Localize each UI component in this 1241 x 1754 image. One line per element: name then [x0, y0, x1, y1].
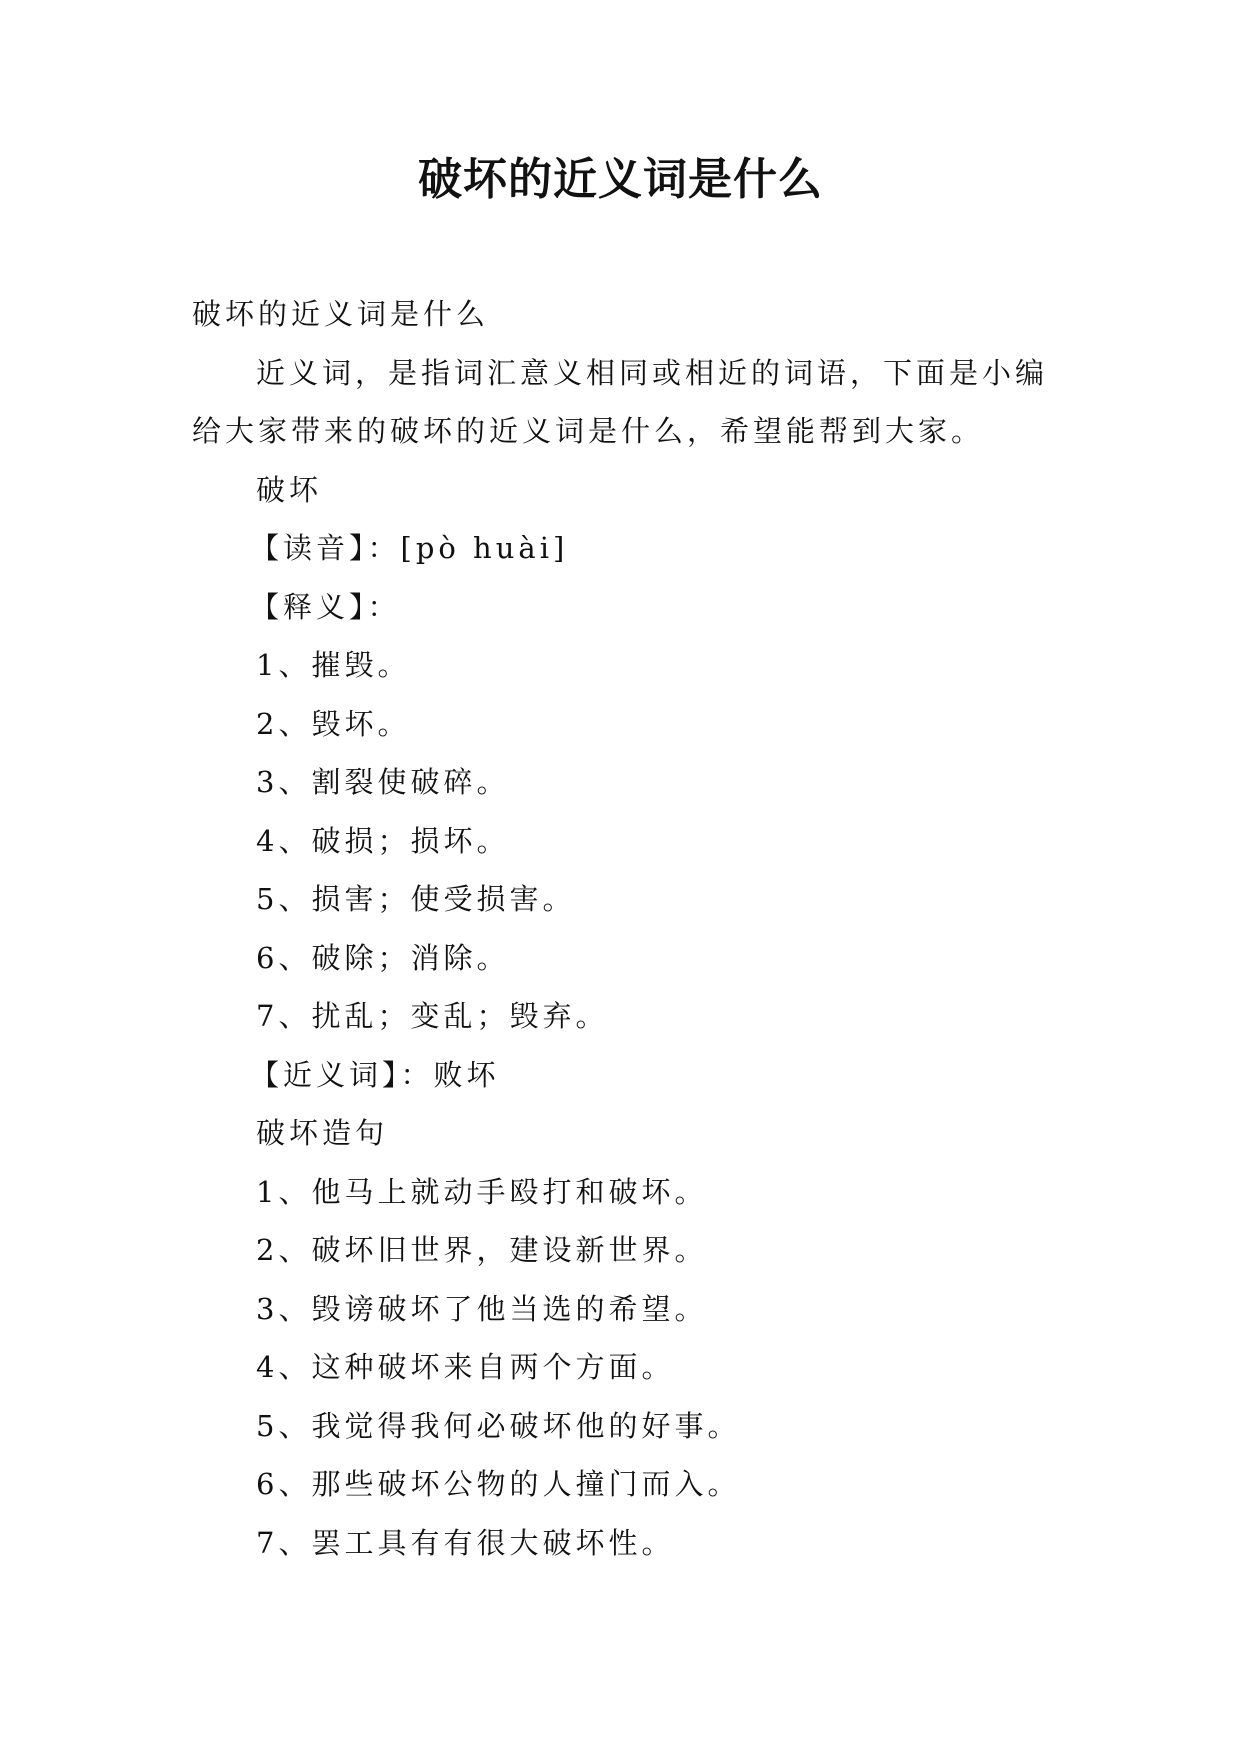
sentence-item: 2、破坏旧世界，建设新世界。: [256, 1233, 708, 1267]
sentence-item: 3、毁谤破坏了他当选的希望。: [256, 1291, 708, 1326]
definition-item: 1、摧毁。: [256, 648, 411, 682]
definition-heading: 【释义】：: [250, 589, 401, 624]
sentence-item: 5、我觉得我何必破坏他的好事。: [256, 1408, 741, 1443]
sentence-item: 6、那些破坏公物的人撞门而入。: [256, 1467, 741, 1501]
definition-item: 6、破除；消除。: [256, 940, 510, 975]
pronunciation: 【读音】：[pò huài]: [250, 531, 569, 565]
definition-item: 2、毁坏。: [256, 706, 411, 741]
definition-item: 7、扰乱；变乱；毁弃。: [256, 999, 609, 1033]
synonym-line: 【近义词】：败坏: [250, 1057, 500, 1092]
definition-item: 5、损害；使受损害。: [256, 882, 576, 916]
sentence-item: 4、这种破坏来自两个方面。: [256, 1350, 675, 1384]
sentence-item: 1、他马上就动手殴打和破坏。: [256, 1174, 708, 1209]
document-body: [192, 285, 1062, 1572]
word-heading: 破坏: [256, 472, 323, 507]
sentence-heading: 破坏造句: [256, 1116, 389, 1150]
definition-item: 4、破损；损坏。: [256, 823, 510, 858]
sentence-item: 7、罢工具有有很大破坏性。: [256, 1525, 675, 1560]
subtitle: 破坏的近义词是什么: [192, 297, 490, 331]
definition-item: 3、割裂使破碎。: [256, 765, 510, 799]
intro-paragraph: 近义词，是指词汇意义相同或相近的词语，下面是小编给大家带来的破坏的近义词是什么，希望能帮到大家。: [192, 355, 1049, 448]
page-title: 破坏的近义词是什么: [418, 154, 823, 205]
